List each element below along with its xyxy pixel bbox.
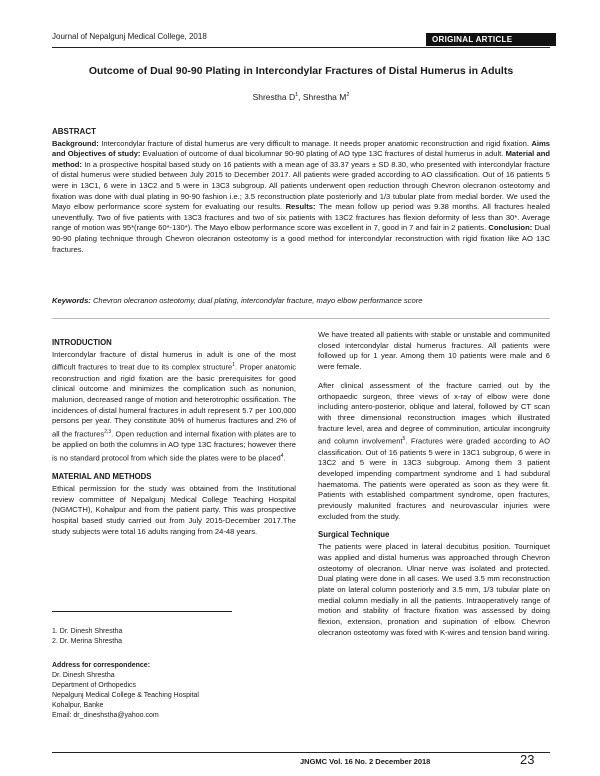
surgical-technique-paragraph: The patients were placed in lateral decubitus position. Tourniquet was applied and distal humerus was approached through Chevron osteotomy of olecranon. Ulnar nerve was isolated and protected. Dual plating were done in all cases. We used 3.5 mm reconstruction plate on lateral column posteriorly and 3.5 mm, 1/3 tubular plate on medial column medially in all the patients. Intraoperatively range of motion and stability of fracture fixation was assessed by doing flexion, extension, pronation and supination of elbow. Chevron olecranon osteotomy was fixed with K-wires and tension band wiring. <box>318 542 550 637</box>
intro-paragraph <box>52 350 296 465</box>
left-column <box>52 338 296 546</box>
intro-heading: INTRODUCTION <box>52 338 112 347</box>
author-2: Shrestha M <box>302 92 347 102</box>
footer-citation: JNGMC Vol. 16 No. 2 December 2018 <box>300 757 431 766</box>
author-line <box>52 92 550 102</box>
footnote-2: 2. Dr. Merina Shrestha <box>52 638 123 645</box>
intro-text-1: Intercondylar fracture of distal humerus in adult is one of the most difficult fractures to treat due to its complex structure <box>52 349 296 372</box>
page-number: 23 <box>520 752 535 767</box>
correspondence-line: Dr. Dinesh Shrestha <box>52 672 115 679</box>
results-text: The mean follow up period was 9.38 months. All fractures healed uneventfully. Two of five patients with 13C3 fractures and two of six patients with 13C2 fractures has flexion deformity of less than 30*. Average range of motion was 95*(range 60*-130*). The Mayo elbow performance score was excellent in 7, good in 7 and fair in 2 patients. <box>52 202 550 233</box>
intro-text-4: . <box>283 453 286 463</box>
keywords-text: Chevron olecranon osteotomy, dual plating, intercondylar fracture, mayo elbow performance score <box>90 296 423 305</box>
article-title: Outcome of Dual 90-90 Plating in Intercondylar Fractures of Distal Humerus in Adults <box>88 65 514 77</box>
abstract <box>52 127 550 255</box>
methods-heading: MATERIAL AND METHODS <box>52 472 152 482</box>
citation-3: 4 <box>280 453 284 460</box>
intro-text-2: . Proper anatomic reconstruction and rigid fixation are the basic prerequisites for good clinical outcome and minimizes the complication such as nonunion, malunion, decreased range of motion and heterotrophic ossification. The incidences of distal humeral fractures in adult represent 5.7 per 100,000 persons per year. They constitute 30% of humerus fractures and 2% of all the fractures <box>52 362 297 439</box>
abstract-body <box>52 139 550 256</box>
header-rule <box>52 47 550 48</box>
correspondence-line: Kohalpur, Banke <box>52 702 104 709</box>
right-column <box>318 330 550 647</box>
keywords-label: Keywords: <box>52 296 91 305</box>
correspondence-heading: Address for correspondence: <box>52 662 151 669</box>
correspondence-line: Nepalgunj Medical College & Teaching Hospital <box>52 692 199 699</box>
correspondence <box>52 661 199 721</box>
author-1-affiliation: 1 <box>295 92 299 99</box>
assessment-paragraph <box>318 381 550 523</box>
citation-1: 1 <box>232 362 235 369</box>
footer-rule <box>52 752 550 753</box>
background-text: Intercondylar fracture of distal humerus are very difficult to manage. It needs proper anatomic reconstruction and rigid fixation. <box>98 138 532 148</box>
author-2-affiliation: 2 <box>346 92 350 99</box>
results-label: Results: <box>285 202 316 212</box>
keywords <box>52 296 550 305</box>
journal-name: Journal of Nepalgunj Medical College, 2018 <box>52 32 207 41</box>
methods-paragraph: Ethical permission for the study was obtained from the Institutional review committee of Nepalgunj Medical College Teaching Hospital (NGMCTH), Kohalpur and from the patient party. This was prospective hospital based study carried out from July 2015-December 2017.The study subjects were total 16 adults ranging from 24-48 years. <box>52 484 296 536</box>
correspondence-email: Email: dr_dineshstha@yahoo.com <box>52 712 159 719</box>
abstract-heading: ABSTRACT <box>52 127 96 136</box>
assessment-text-1: After clinical assessment of the fracture carried out by the orthopaedic surgeon, three views of x-ray of elbow were done including antero-posterior, oblique and lateral, followed by CT scan with three dimensional reconstruction images which illustrated fracture level, area and degree of comminution, articular incongruity and column involvement <box>318 380 550 446</box>
conclusion-label: Conclusion: <box>488 223 533 233</box>
patients-paragraph: We have treated all patients with stable or unstable and communited closed intercondylar distal humerus fractures. All patients were followed up for 1 year. Among them 10 patients were male and 6 were female. <box>318 330 550 372</box>
article-type-badge: ORIGINAL ARTICLE <box>426 33 556 46</box>
surgical-technique-heading: Surgical Technique <box>318 530 390 540</box>
methods-text: In a prospective hospital based study on 16 patients with a mean age of 33.37 years ± SD 8.30, who presented with intercondylar fracture of distal humerus were studied between July 2015 to December 2017. All patients were graded according to AO classification. Out of 16 patients 5 were in 13C1, 6 were in 13C2 and 5 were in 13C3 subgroup. All patients underwent open reduction through Chevron olecranon osteotomy and fixation was done with dual plating in 90-90 fashion i.e.; 3.5 reconstruction plate posteriorly and 1/3 tubular plate from medial border. We used the Mayo elbow performance score system for evaluating our results. <box>52 159 550 212</box>
aims-label: Aims and Objectives of study: <box>52 138 550 159</box>
aims-text: Evaluation of outcome of dual bicolumnar 90-90 plating of AO type 13C fractures of distal humerus in adult. <box>140 149 506 159</box>
section-rule <box>52 318 550 319</box>
author-separator: , <box>298 92 303 102</box>
intro-text-3: . Open reduction and internal fixation with plates are to be applied on both the columns in AO type 13C fractures; however there is no standard protocol from which side the plates were to be placed <box>52 429 296 463</box>
footnote-rule <box>52 611 232 612</box>
methods-label: Material and method: <box>52 149 550 169</box>
author-1: Shrestha D <box>252 92 296 102</box>
conclusion-text: Dual 90-90 plating technique through Chevron olecranon osteotomy is a good method for intercondylar reconstruction with rigid fixation like AO 13C fractures. <box>52 223 550 254</box>
footnote-1: 1. Dr. Dinesh Shrestha <box>52 628 123 635</box>
citation-2: 2,3 <box>104 429 112 436</box>
background-label: Background: <box>52 138 99 148</box>
footnotes <box>52 627 122 647</box>
citation-5: 5 <box>402 436 406 443</box>
correspondence-line: Department of Orthopedics <box>52 682 137 689</box>
assessment-text-2: . Fractures were graded according to AO classification. Out of 16 patients 5 were in 13C1 subgroup, 6 were in 13C2 and 5 were in 13C3 subgroup. Among them 3 patient developed impending compartment syndrome and 1 had subdural haematoma. The patients were operated as soon as they were fit. Patients with established compartment syndrome, open fractures, previously malunited fractures and neurovascular injuries were excluded from the study. <box>318 436 550 521</box>
